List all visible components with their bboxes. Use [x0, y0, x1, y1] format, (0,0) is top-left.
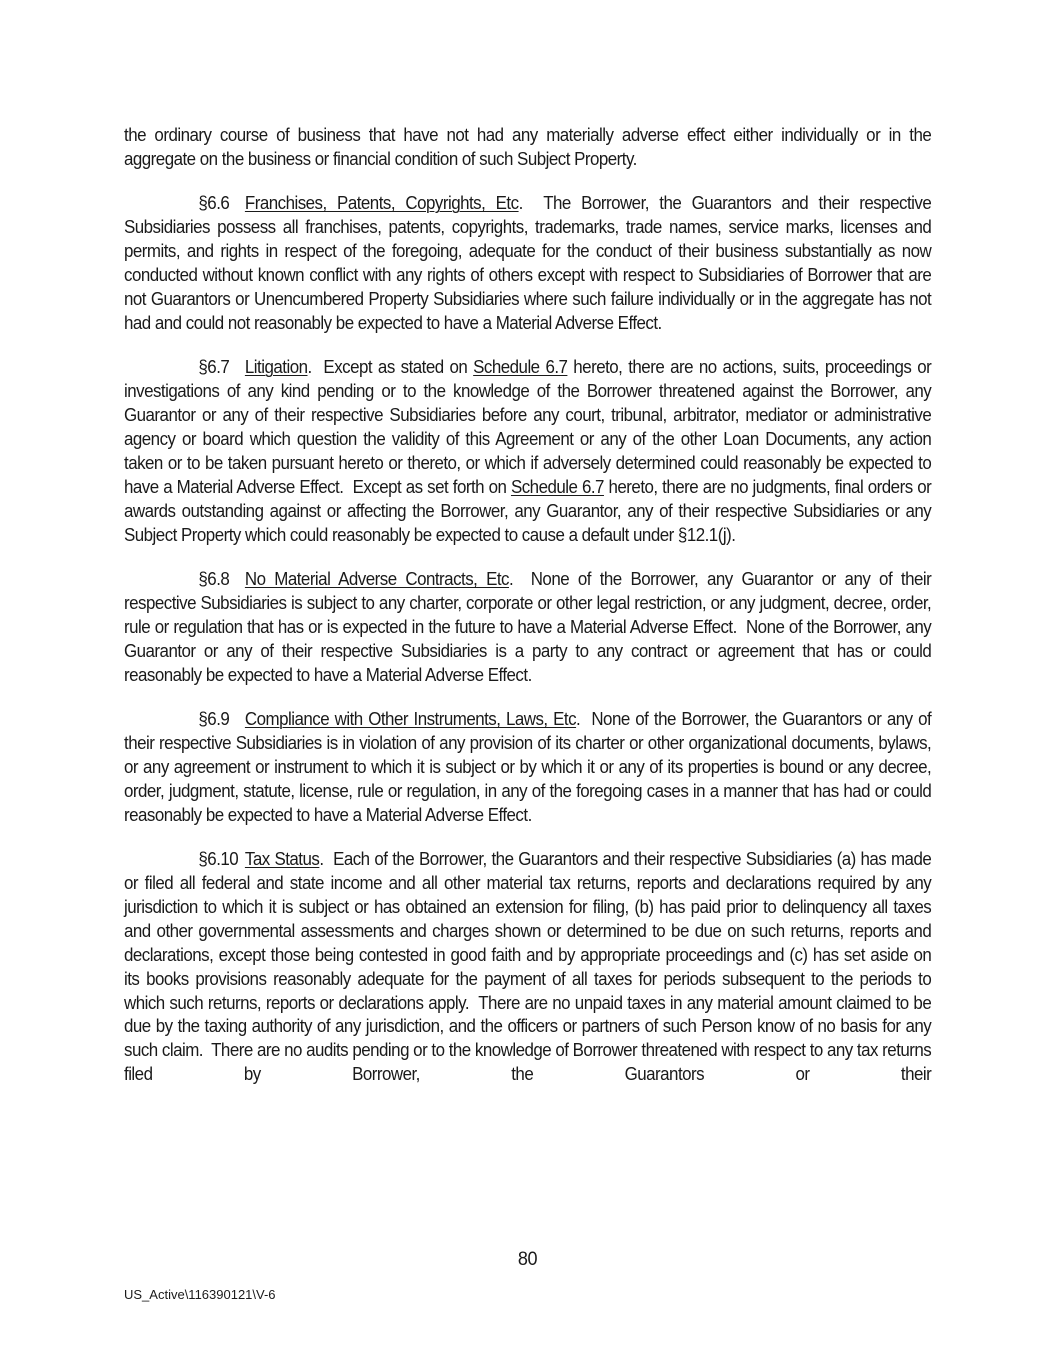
section-body: The Borrower, the Guarantors and their respective Subsidiaries possess all franchises, patents, copyrights, trademarks, trade names, service marks, licenses and permits, and rights in respect of the foregoing, adequate for the conduct of their business substantially as now conducted without known conflict with any rights of others except with respect to Subsidiaries of Borrower that are not Guarantors or Unencumbered Property Subsidiaries where such failure individually or in the aggregate has not had and could not reasonably be expected to have a Material Adverse Effect.: [124, 193, 936, 333]
heading-punctuation: .: [509, 569, 514, 589]
document-body: [124, 124, 936, 1108]
section-body: None of the Borrower, any Guarantor or any of their respective Subsidiaries is subject to any charter, corporate or other legal restriction, or any judgment, decree, order, rule or regulation that has or is expected in the future to have a Material Adverse Effect. None of the Borrower, any Guarantor or any of their respective Subsidiaries is a party to any contract or agreement that has or could reasonably be expected to have a Material Adverse Effect.: [124, 569, 936, 685]
section-heading: Franchises, Patents, Copyrights, Etc: [244, 193, 519, 214]
section-6-7: [124, 356, 936, 547]
heading-punctuation: .: [319, 849, 324, 870]
section-body-part: hereto, there are no judgments, final orders or awards outstanding against or affecting the Borrower, any Guarantor, any of their respective Subsidiaries or any Subject Property which could reasonably be expected to cause a default under §12.1(j).: [124, 476, 936, 545]
section-6-10: [124, 848, 936, 1087]
section-number: §6.6: [198, 193, 230, 214]
schedule-reference: Schedule 6.7: [473, 357, 568, 378]
section-number: §6.9: [198, 709, 230, 730]
section-body: Each of the Borrower, the Guarantors and their respective Subsidiaries (a) has made or filed all federal and state income and all other material tax returns, reports and declarations required by any jurisdiction to which it is subject or has obtained an extension for filing, (b) has paid prior to delinquency all taxes and other governmental assessments and charges shown or determined to be due on such returns, reports and declarations, except those being contested in good faith and by appropriate proceedings and (c) has set aside on its books provisions reasonably adequate for the payment of all taxes for periods subsequent to the periods to which such returns, reports or declarations apply. There are no unpaid taxes in any material amount claimed to be due by the taxing authority of any jurisdiction, and the officers or partners of such Person know of no basis for any such claim. There are no audits pending or to the knowledge of Borrower threatened with respect to any tax returns filed by Borrower, the Guarantors or their: [124, 849, 936, 1085]
section-body: None of the Borrower, the Guarantors or any of their respective Subsidiaries is in violation of any provision of its charter or other organizational documents, bylaws, or any agreement or instrument to which it is subject or by which it or any of its properties is bound or any decree, order, judgment, statute, license, rule or regulation, in any of the foregoing cases in a manner that has had or could reasonably be expected to have a Material Adverse Effect.: [124, 709, 936, 825]
heading-punctuation: .: [576, 709, 581, 730]
schedule-reference: Schedule 6.7: [510, 476, 604, 497]
continuation-paragraph: the ordinary course of business that have not had any materially adverse effect either individually or in the aggregate on the business or financial condition of such Subject Property.: [124, 125, 932, 169]
section-body-part: hereto, there are no actions, suits, proceedings or investigations of any kind pending or to the knowledge of the Borrower threatened against the Borrower, any Guarantor or any of their respective Subsidiaries before any court, tribunal, arbitrator, mediator or administrative agency or board which question the validity of this Agreement or any of the other Loan Documents, any action taken or to be taken pursuant hereto or thereto, or which if adversely determined could reasonably be expected to have a Material Adverse Effect. Except as set forth on: [124, 357, 936, 497]
section-heading: Tax Status: [244, 849, 320, 870]
heading-punctuation: .: [518, 193, 523, 214]
section-number: §6.10: [198, 849, 239, 870]
heading-punctuation: .: [307, 357, 312, 378]
page-number: 80: [517, 1249, 538, 1270]
section-6-8: [124, 568, 936, 688]
section-6-6: [124, 192, 936, 335]
section-heading: No Material Adverse Contracts, Etc: [244, 569, 510, 589]
section-6-9: [124, 708, 936, 828]
section-heading: Compliance with Other Instruments, Laws, Etc: [244, 709, 577, 730]
section-number: §6.7: [198, 357, 230, 378]
section-heading: Litigation: [244, 357, 308, 378]
section-body-part: Except as stated on: [311, 357, 474, 378]
section-number: §6.8: [198, 569, 230, 589]
document-id: US_Active\116390121\V-6: [124, 1287, 276, 1302]
